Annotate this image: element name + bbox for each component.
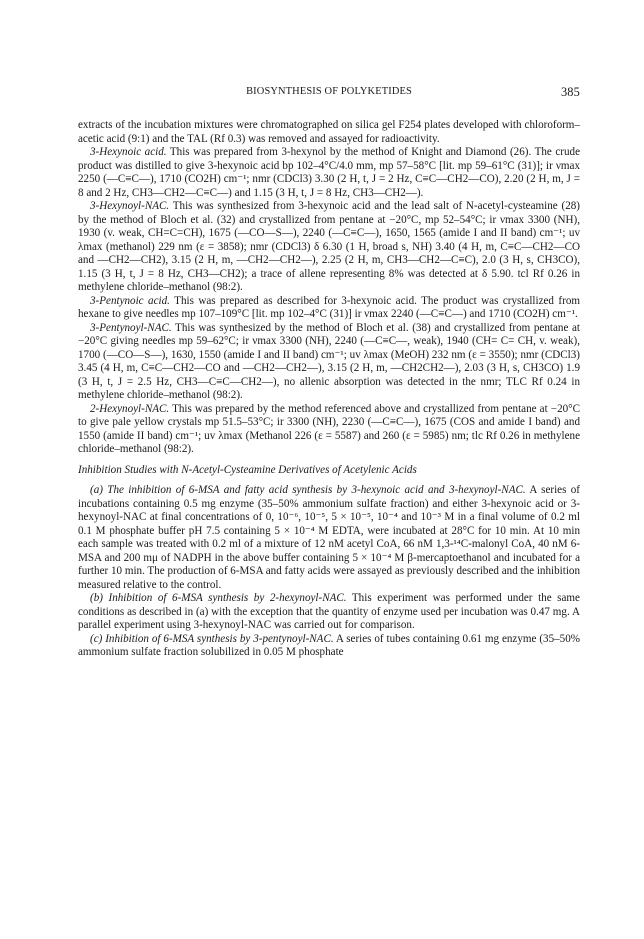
paragraph-lead: 2-Hexynoyl-NAC. [90, 402, 170, 415]
paragraph-text: This was prepared by the method referenced above and crystallized from pentane at −20°C to give pale yellow crystals mp 51.5–53°C; ir 3300 (NH), 2230 (—C≡C—), 1675 (COS and amide I band) and 1550 (amide II band) cm⁻¹; uv λmax (Methanol 226 (ε = 5587) and 260 (ε = 5985) nm; tlc Rf 0.26 in methylene chloride–methanol (98:2). [78, 402, 580, 455]
paragraph-lead: 3-Hexynoyl-NAC. [90, 200, 170, 212]
paragraph-text: extracts of the incubation mixtures were chromatographed on silica gel F254 plates developed with chloroform–acetic acid (9:1) and the TAL (Rf 0.3) was removed and assayed for radioactivity. [78, 119, 580, 145]
subparagraph-text: A series of incubations containing 0.5 mg enzyme (35–50% ammonium sulfate fraction) and either 3-hexynoic acid or 3-hexynoyl-NAC at final concentrations of 0, 10⁻⁶, 10⁻⁵, 5 × 10⁻⁵, 10⁻⁴ and 10⁻³ M in a final volume of 0.2 ml 0.1 M phosphate buffer pH 7.5 containing 5 × 10⁻⁴ M EDTA, were incubated at 28°C for 10 min. At 10 min each sample was treated with 0.2 ml of a mixture of 12 nM acetyl CoA, 66 nM 1,3-¹⁴C-malonyl CoA, 40 nM 6-MSA and 200 mμ of NADPH in the above buffer containing 5 × 10⁻⁴ M β-mercaptoethanol and incubated for a further 10 min. The production of 6-MSA and fatty acids were assayed as previously described and the inhibition measured relative to the control. [78, 484, 581, 591]
subparagraph-a [78, 484, 580, 592]
subparagraph-text: This experiment was performed under the same conditions as described in (a) with the exception that the quantity of enzyme used per incubation was 0.47 mg. A parallel experiment using 3-hexynoyl-NAC was carried out for comparison. [78, 592, 580, 631]
subparagraph-lead: (c) Inhibition of 6-MSA synthesis by 3-pentynoyl-NAC. [90, 632, 334, 645]
subparagraph-b [78, 592, 580, 633]
running-header [78, 86, 580, 102]
subparagraph-lead: (b) Inhibition of 6-MSA synthesis by 2-hexynoyl-NAC. [90, 592, 347, 604]
paragraph-lead: 3-Hexynoic acid. [90, 146, 167, 158]
paragraph-text: This was prepared from 3-hexynol by the method of Knight and Diamond (26). The crude product was distilled to give 3-hexynoic acid bp 102–4°C/4.0 mm, mp 57–58°C [lit. mp 59–61°C (31)]; ir νmax 2250 (—C≡C—), 1710 (CO2H) cm⁻¹; nmr (CDCl3) 3.30 (2 H, t, J = 2 Hz, C≡C—CH2—CO), 2.20 (2 H, m, J = 8 and 2 Hz, CH3—CH2—C≡C—) and 1.15 (3 H, t, J = 8 Hz, CH3—CH2—). [78, 146, 580, 199]
paragraph-3-pentynoyl-nac [78, 322, 580, 403]
paragraph-continuation [78, 119, 580, 146]
paragraph-text: This was prepared as described for 3-hexynoic acid. The product was crystallized from hexane to give needles mp 107–109°C [lit. mp 102–4°C (31)] ir νmax 2240 (—C≡C—) and 1710 (CO2H) cm⁻¹. [78, 294, 580, 320]
paragraph-lead: 3-Pentynoic acid. [90, 294, 170, 307]
paragraph-3-hexynoyl-nac [78, 200, 580, 295]
paragraph-lead: 3-Pentynoyl-NAC. [90, 321, 172, 334]
paragraph-text: This was synthesized from 3-hexynoic acid and the lead salt of N-acetyl-cysteamine (28) by the method of Bloch et al. (32) and crystallized from pentane at −20°C, mp 52–54°C; ir νmax 3300 (NH), 1930 (v. weak, CH=C=CH), 1675 (—CO—S—), 2240 (—C≡C—), 1650, 1565 (amide I and II band) cm⁻¹; uv λmax (methanol) 229 nm (ε = 3858); nmr (CDCl3) δ 6.30 (1 H, broad s, NH) 3.40 (4 H, m, C≡C—CH2—CO and —CH2—CH2), 3.15 (2 H, m, —CH2—CH2—), 2.25 (2 H, m, CH3—CH2—C≡C), 2.0 (3 H, s, CH3CO), 1.15 (3 H, t, J = 8 Hz, CH3—CH2); a trace of allene representing 8% was detected at δ 5.90. tcl Rf 0.26 in methylene chloride–methanol (98:2). [78, 200, 580, 293]
paragraph-3-hexynoic-acid [78, 146, 580, 200]
running-title: BIOSYNTHESIS OF POLYKETIDES [246, 86, 412, 97]
page-number: 385 [560, 85, 580, 99]
subparagraph-lead: (a) The inhibition of 6-MSA and fatty acid synthesis by 3-hexynoic acid and 3-hexynoyl-NAC. [90, 484, 526, 496]
subparagraph-text: A series of tubes containing 0.61 mg enzyme (35–50% ammonium sulfate fraction solubilized in 0.05 M phosphate [78, 632, 581, 658]
paragraph-2-hexynoyl-nac [78, 403, 580, 457]
section-heading: Inhibition Studies with N-Acetyl-Cysteamine Derivatives of Acetylenic Acids [78, 463, 417, 476]
body-text [78, 119, 580, 660]
paragraph-text: This was synthesized by the method of Bloch et al. (38) and crystallized from pentane at −20°C giving needles mp 59–62°C; ir νmax 3300 (NH), 2240 (—C≡C—, weak), 1940 (CH= C= CH, v. weak), 1700 (—CO—S—), 1630, 1550 (amide I and II band) cm⁻¹; uv λmax (MeOH) 232 nm (ε = 3550); nmr (CDCl3) 3.45 (4 H, m, C≡C—CH2—CO and —CH2—CH2—), 3.15 (2 H, m, —CH2CH2—), 2.03 (3 H, s, CH3CO) 1.9 (3 H, t, J = 2.5 Hz, CH3—C≡C—CH2—), no allenic absorption was detected in the nmr; TLC Rf 0.24 in methylene chloride–methanol (98:2). [78, 321, 580, 401]
paragraph-3-pentynoic-acid [78, 295, 580, 322]
subparagraph-c [78, 633, 580, 660]
